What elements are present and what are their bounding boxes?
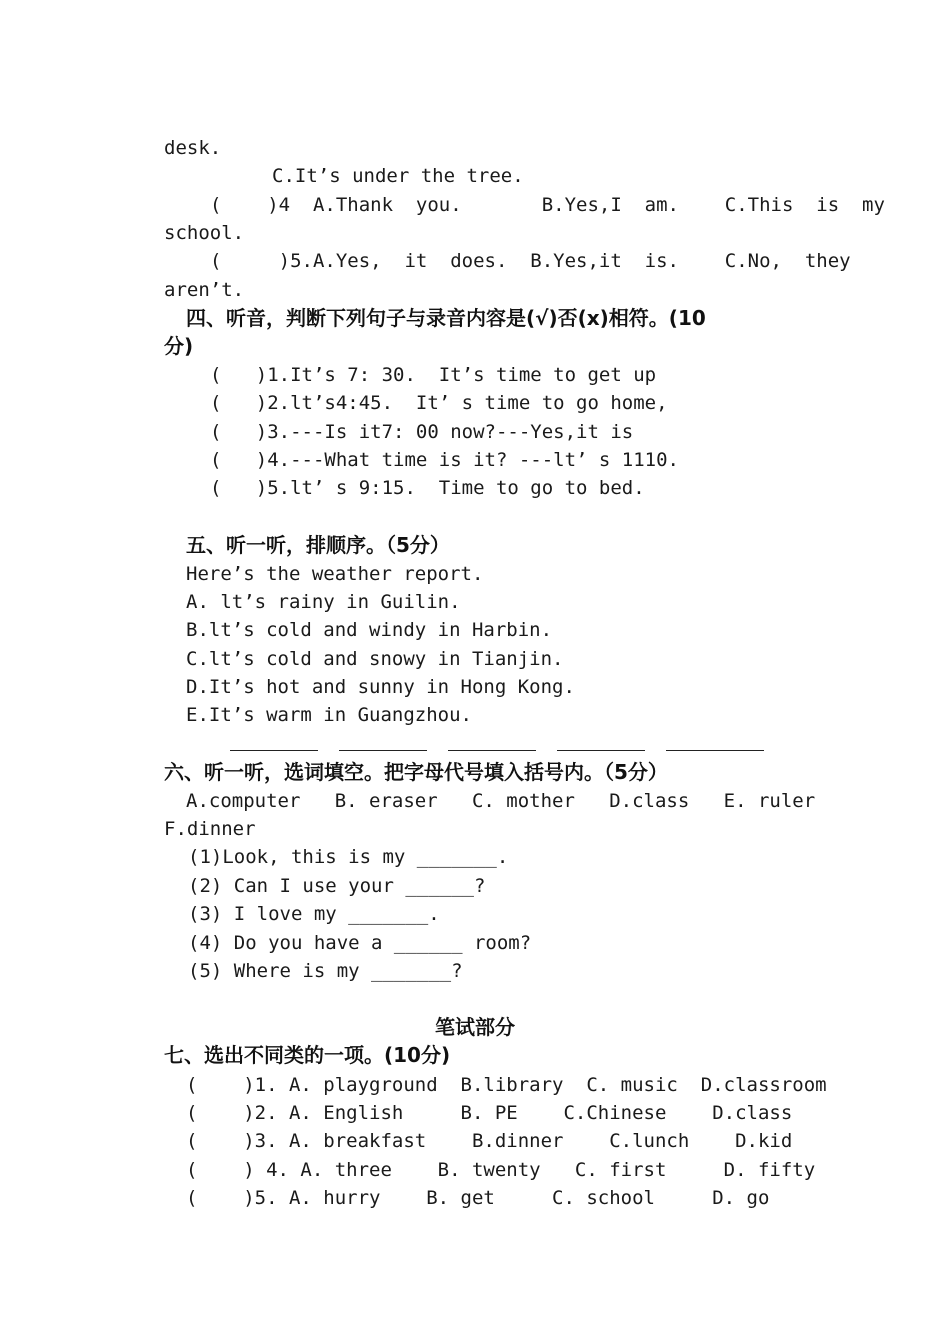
question-line: ( )3.---Is it7: 00 now?---Yes,it is (210, 421, 634, 443)
question-line: ( )2.lt’s4:45. It’ s time to go home, (210, 392, 668, 414)
text-line: E.It’s warm in Guangzhou. (186, 704, 472, 726)
text-line: desk. (164, 137, 222, 159)
answer-blank[interactable] (557, 750, 645, 751)
question-line: ( )2. A. English B. PE C.Chinese D.class (186, 1102, 793, 1124)
answer-blank[interactable] (230, 750, 318, 751)
question-line: ( )1. A. playground B.library C. music D.classroom (186, 1074, 827, 1096)
text-line: B.lt’s cold and windy in Harbin. (186, 619, 553, 641)
question-line: ( )5.lt’ s 9:15. Time to go to bed. (210, 477, 645, 499)
section-heading: 五、听一听，排顺序。（5分） (186, 533, 450, 557)
text-line: Here’s the weather report. (186, 563, 484, 585)
question-line: ( )4.---What time is it? ---lt’ s 1110. (210, 449, 679, 471)
section-heading: 七、选出不同类的一项。(10分) (164, 1043, 451, 1067)
answer-blank[interactable] (339, 750, 427, 751)
section-heading-cont: 分) (164, 334, 194, 358)
question-line: (4) Do you have a ______ room? (188, 932, 532, 954)
question-line: ( )5. A. hurry B. get C. school D. go (186, 1187, 770, 1209)
text-line: D.It’s hot and sunny in Hong Kong. (186, 676, 575, 698)
text-line: aren’t. (164, 279, 245, 301)
text-line: A. lt’s rainy in Guilin. (186, 591, 461, 613)
question-line: (3) I love my _______. (188, 903, 440, 925)
answer-blank[interactable] (666, 750, 764, 751)
text-line: C.lt’s cold and snowy in Tianjin. (186, 648, 564, 670)
options-line: F.dinner (164, 818, 256, 840)
question-line: ( )1.It’s 7: 30. It’s time to get up (210, 364, 657, 386)
written-section-title: 笔试部分 (435, 1015, 515, 1039)
question-line: ( )4 A.Thank you. B.Yes,I am. C.This is my (210, 194, 885, 216)
answer-blank[interactable] (448, 750, 536, 751)
section-heading: 六、听一听，选词填空。把字母代号填入括号内。（5分） (164, 760, 668, 784)
question-line: (5) Where is my _______? (188, 960, 463, 982)
question-line: (2) Can I use your ______? (188, 875, 486, 897)
question-line: ( )5.A.Yes, it does. B.Yes,it is. C.No, they (210, 250, 851, 272)
text-line: school. (164, 222, 245, 244)
question-line: ( )3. A. breakfast B.dinner C.lunch D.kid (186, 1130, 793, 1152)
options-line: A.computer B. eraser C. mother D.class E. ruler (186, 790, 816, 812)
question-line: (1)Look, this is my _______. (188, 846, 509, 868)
text-line: C.It’s under the tree. (272, 165, 524, 187)
section-heading: 四、听音，判断下列句子与录音内容是(√)否(x)相符。(10 (186, 306, 706, 330)
question-line: ( ) 4. A. three B. twenty C. first D. fifty (186, 1159, 816, 1181)
